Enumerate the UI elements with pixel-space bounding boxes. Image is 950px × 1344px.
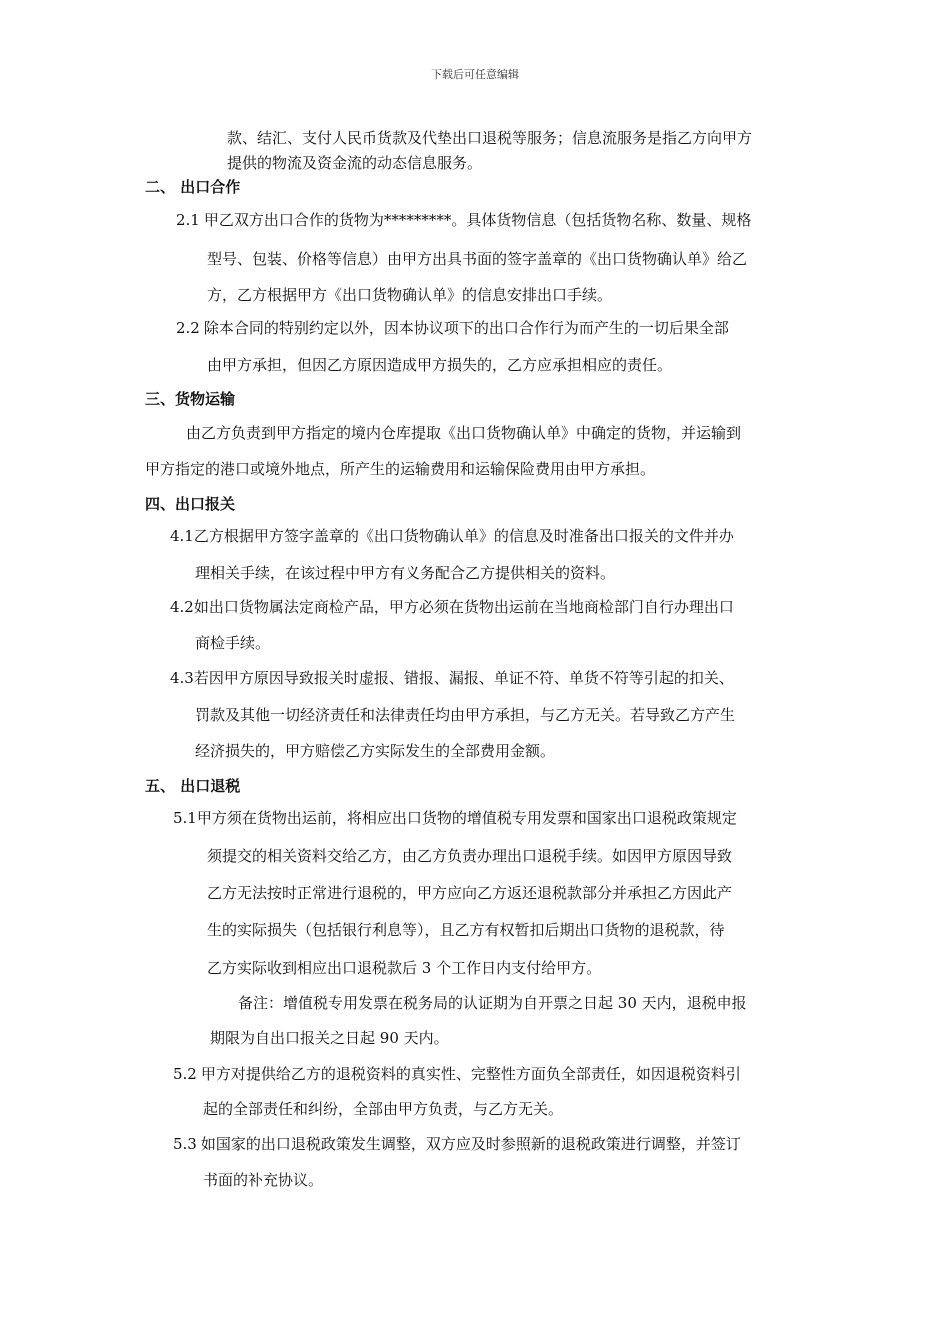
clause-5-1-line-1 [173,808,737,828]
clause-4-3-text: 若因甲方原因导致报关时虚报、错报、漏报、单证不符、单货不符等引起的扣关、 [193,669,734,687]
clause-2-2-line-1 [176,318,729,338]
section-4-title: 四、出口报关 [145,495,236,513]
clause-5-2-line-1 [173,1064,741,1084]
section-3-line-2: 甲方指定的港口或境外地点，所产生的运输费用和运输保险费用由甲方承担。 [145,460,656,478]
clause-4-1-line-1 [170,526,734,546]
clause-4-1-line-2: 理相关手续，在该过程中甲方有义务配合乙方提供相关的资料。 [195,564,616,582]
clause-5-3-line-2: 书面的补充协议。 [203,1171,324,1189]
clause-5-1-line-5: 乙方实际收到相应出口退税款后 3 个工作日内支付给甲方。 [207,959,602,977]
clause-5-1-note-line-1: 备注：增值税专用发票在税务局的认证期为自开票之日起 30 天内，退税申报 [238,994,747,1012]
clause-5-3-line-1 [173,1134,741,1154]
clause-5-1-line-2: 须提交的相关资料交给乙方，由乙方负责办理出口退税手续。如因甲方原因导致 [207,847,733,865]
clause-4-3-line-2: 罚款及其他一切经济责任和法律责任均由甲方承担，与乙方无关。若导致乙方产生 [195,706,736,724]
clause-4-2-text: 如出口货物属法定商检产品，甲方必须在货物出运前在当地商检部门自行办理出口 [193,598,734,616]
clause-5-1-text: 甲方须在货物出运前，将相应出口货物的增值税专用发票和国家出口退税政策规定 [196,809,737,827]
clause-5-3-text: 如国家的出口退税政策发生调整，双方应及时参照新的退税政策进行调整，并签订 [200,1135,741,1153]
clause-4-3-line-1 [170,668,734,688]
clause-4-2-line-2: 商检手续。 [195,634,271,652]
clause-4-2-number: 4.2 [170,598,194,616]
clause-5-2-line-2: 起的全部责任和纠纷，全部由甲方负责，与乙方无关。 [203,1100,564,1118]
clause-2-1-text: 甲乙双方出口合作的货物为*********。具体货物信息（包括货物名称、数量、规格 [203,211,752,229]
section-5-title: 五、 出口退税 [145,777,241,795]
clause-5-2-number: 5.2 [173,1065,197,1083]
clause-2-2-text: 除本合同的特别约定以外，因本协议项下的出口合作行为而产生的一切后果全部 [203,319,729,337]
clause-4-3-line-3: 经济损失的，甲方赔偿乙方实际发生的全部费用金额。 [195,742,556,760]
clause-5-2-text: 甲方对提供给乙方的退税资料的真实性、完整性方面负全部责任，如因退税资料引 [200,1065,741,1083]
clause-2-2-line-2: 由甲方承担，但因乙方原因造成甲方损失的，乙方应承担相应的责任。 [207,356,673,374]
intro-line-2: 提供的物流及资金流的动态信息服务。 [227,154,483,172]
section-3-title: 三、货物运输 [145,390,236,408]
clause-4-1-text: 乙方根据甲方签字盖章的《出口货物确认单》的信息及时准备出口报关的文件并办 [193,527,734,545]
clause-2-1-line-3: 方，乙方根据甲方《出口货物确认单》的信息安排出口手续。 [207,286,613,304]
clause-5-1-line-3: 乙方无法按时正常进行退税的，甲方应向乙方返还退税款部分并承担乙方因此产 [207,884,733,902]
clause-5-3-number: 5.3 [173,1135,197,1153]
clause-5-1-number: 5.1 [173,809,197,827]
clause-5-1-line-4: 生的实际损失（包括银行利息等），且乙方有权暂扣后期出口货物的退税款，待 [207,921,725,939]
section-2-title: 二、 出口合作 [145,178,241,196]
clause-2-2-number: 2.2 [176,319,200,337]
clause-4-3-number: 4.3 [170,669,194,687]
page-header-note: 下载后可任意编辑 [431,68,519,81]
clause-2-1-line-1 [176,210,751,230]
section-3-line-1: 由乙方负责到甲方指定的境内仓库提取《出口货物确认单》中确定的货物，并运输到 [186,424,742,442]
clause-2-1-line-2: 型号、包装、价格等信息）由甲方出具书面的签字盖章的《出口货物确认单》给乙 [207,250,748,268]
clause-4-1-number: 4.1 [170,527,194,545]
clause-2-1-number: 2.1 [176,211,200,229]
clause-4-2-line-1 [170,597,734,617]
clause-5-1-note-line-2: 期限为自出口报关之日起 90 天内。 [210,1029,449,1047]
intro-line-1: 款、结汇、支付人民币货款及代垫出口退税等服务；信息流服务是指乙方向甲方 [227,129,753,147]
